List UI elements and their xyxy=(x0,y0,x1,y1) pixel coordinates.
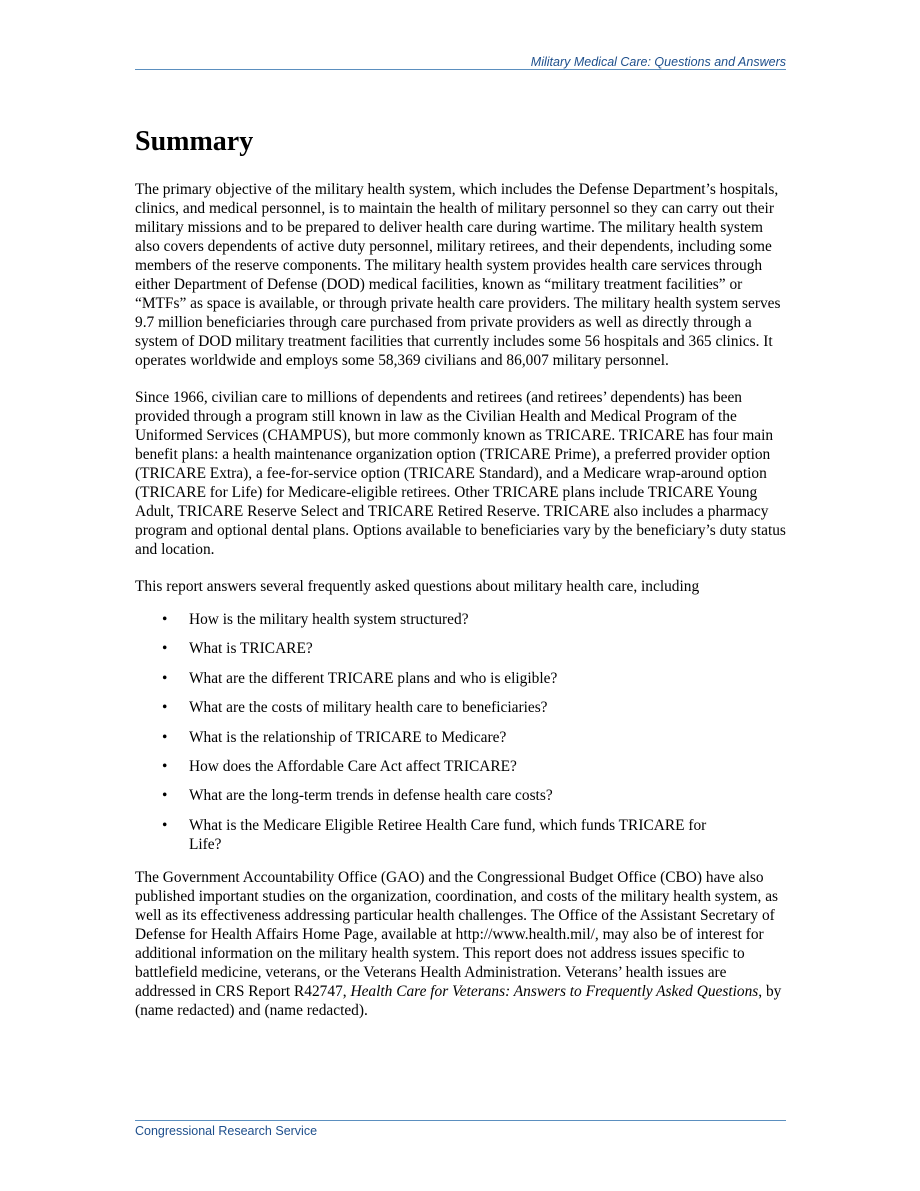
list-item-text: What are the different TRICARE plans and who is eligible? xyxy=(189,669,558,687)
list-item xyxy=(162,698,786,717)
paragraph-tricare-history: Since 1966, civilian care to millions of dependents and retirees (and retirees’ dependents) has been provided through a program still known in law as the Civilian Health and Medical Program of the Uniformed Services (CHAMPUS), but more commonly known as TRICARE. TRICARE has four main benefit plans: a health maintenance organization option (TRICARE Prime), a preferred provider option (TRICARE Extra), a fee-for-service option (TRICARE Standard), and a Medicare wrap-around option (TRICARE for Life) for Medicare-eligible retirees. Other TRICARE plans include TRICARE Young Adult, TRICARE Reserve Select and TRICARE Retired Reserve. TRICARE also includes a pharmacy program and optional dental plans. Options available to beneficiaries vary by the beneficiary’s duty status and location. xyxy=(135,389,786,558)
list-item-text: What is the relationship of TRICARE to Medicare? xyxy=(189,728,507,746)
list-item-text: What is the Medicare Eligible Retiree Health Care fund, which funds TRICARE for Life? xyxy=(189,816,707,853)
report-title: Health Care for Veterans: Answers to Frequently Asked Questions xyxy=(350,982,759,1000)
list-item-text: How is the military health system structured? xyxy=(189,611,469,628)
list-item xyxy=(162,728,786,747)
paragraph-text-start: The Government Accountability Office (GAO) and the Congressional Budget Office (CBO) have also published important studies on the organization, coordination, and costs of the military health system, as well as its effectiveness addressing particular health challenges. The Office of the Assistant Secretary of Defense for Health Affairs Home Page, available at http://www.health.mil/, may also be of interest for additional information on the military health system. This report does not address issues specific to battlefield medicine, veterans, or the Veterans Health Administration. Veterans’ health issues are addressed in CRS Report R42747, xyxy=(135,868,779,1000)
bullet-icon: • xyxy=(162,611,168,628)
bullet-icon: • xyxy=(162,640,168,658)
paragraph-objective: The primary objective of the military health system, which includes the Defense Department’s hospitals, clinics, and medical personnel, is to maintain the health of military personnel so they can carry out their military missions and to be prepared to deliver health care during wartime. The military health system also covers dependents of active duty personnel, military retirees, and their dependents, including some members of the reserve components. The military health system provides health care services through either Department of Defense (DOD) medical facilities, known as “military treatment facilities” or “MTFs” as space is available, or through private health care providers. The military health system serves 9.7 million beneficiaries through care purchased from private providers as well as directly through a system of DOD military treatment facilities that currently includes some 56 hospitals and 365 clinics. It operates worldwide and employs some 58,369 civilians and 86,007 military personnel. xyxy=(135,181,781,369)
list-item xyxy=(162,757,786,776)
list-item xyxy=(162,786,786,805)
list-item xyxy=(162,610,786,629)
bullet-icon: • xyxy=(162,728,168,746)
question-list xyxy=(135,610,786,854)
list-item-text: What are the costs of military health care to beneficiaries? xyxy=(189,699,548,717)
section-heading: Summary xyxy=(135,126,254,157)
bullet-icon: • xyxy=(162,787,168,805)
list-item xyxy=(162,639,786,658)
bullet-icon: • xyxy=(162,816,168,834)
running-header-title: Military Medical Care: Questions and Answers xyxy=(530,55,786,69)
list-item xyxy=(162,816,786,854)
list-item xyxy=(162,669,786,688)
paragraph-text-end: , by (name redacted) and (name redacted). xyxy=(135,982,782,1019)
footer-rule xyxy=(135,1120,786,1121)
bullet-icon: • xyxy=(162,669,168,687)
list-item-text: What is TRICARE? xyxy=(189,640,313,658)
page-content xyxy=(135,124,786,1038)
bullet-icon: • xyxy=(162,699,168,717)
bullet-icon: • xyxy=(162,757,168,775)
list-item-text: How does the Affordable Care Act affect TRICARE? xyxy=(189,757,517,775)
paragraph-report-intro: This report answers several frequently asked questions about military health care, including xyxy=(135,578,700,595)
list-item-text: What are the long-term trends in defense health care costs? xyxy=(189,787,553,805)
paragraph-related-studies xyxy=(135,868,786,1020)
footer-organization: Congressional Research Service xyxy=(135,1124,318,1138)
header-rule xyxy=(135,69,786,70)
